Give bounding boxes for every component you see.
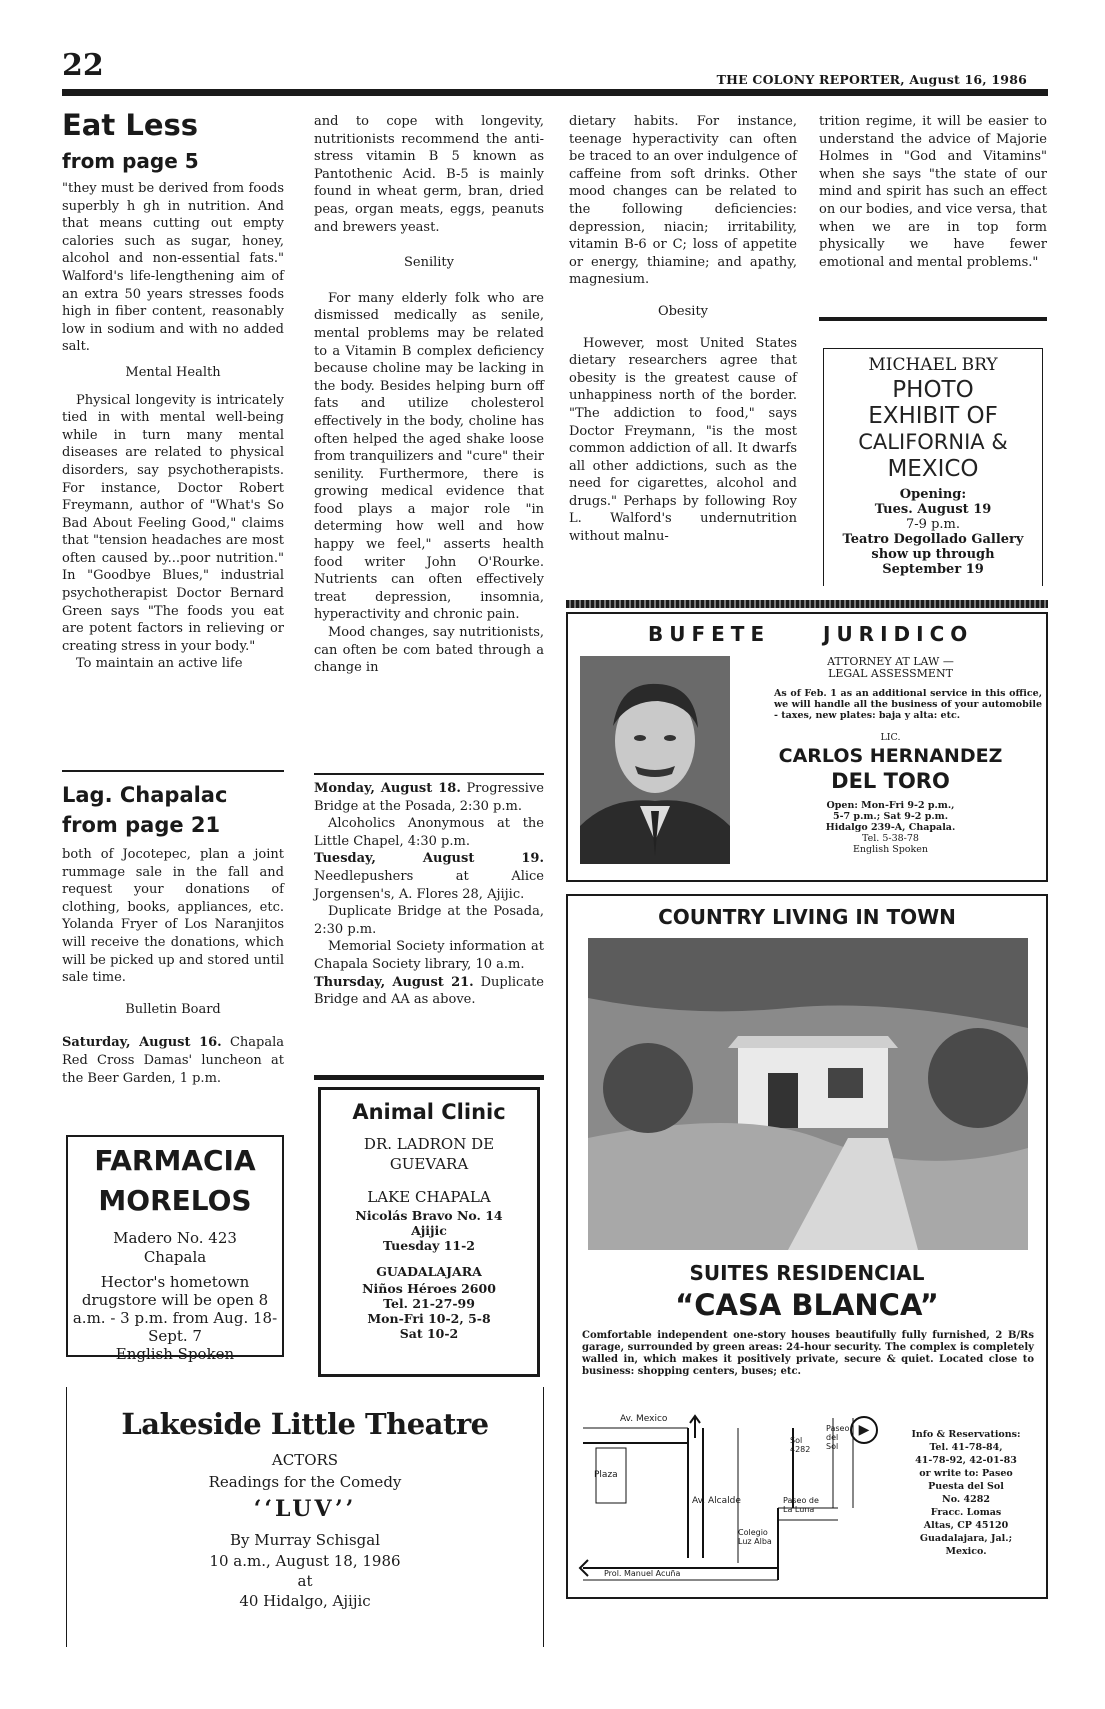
masthead: THE COLONY REPORTER, August 16, 1986 [716,72,1027,87]
clinic-hours: Tuesday 11-2 [383,1238,475,1253]
clinic-gdl: GUADALAJARA [376,1264,482,1279]
bulletin-text: Alcoholics Anonymous at the Little Chapel, 4:30 p.m. [314,816,544,849]
casa-desc: Comfortable independent one-story houses beautifully fully furnished, 2 B/Rs garage, surrounded by green areas: 24-hour security. The complex is completely walled in, which makes it positively private, secure & quiet. Located close to business: shopping centers, buses; etc. [582,1330,1034,1377]
continued-from-2: from page 21 [62,813,221,837]
clinic-doctor: DR. LADRON DE [363,1135,495,1153]
bufete-lang: English Spoken [852,844,929,855]
logo-icon: ▶ [850,1416,878,1444]
theatre-line: at [297,1572,313,1590]
casa-blanca-ad [566,894,1048,1599]
paragraph: Physical longevity is intricately tied in with mental well-being while in turn many mental diseases are related to physical disorders, say psychotherapists. For instance, Doctor Robert Freymann, author of "What's So Bad About Feeling Good," claims that "tension headaches are most often caused by...poor nutrition." In "Goodbye Blues," industrial psychotherapist Doctor Bernard Green says "The foods you eat are potent factors in relieving or creating stress in your body." [62,392,284,654]
theatre-play: ‘‘LUV’’ [253,1496,357,1522]
casa-write: or write to: Paseo [919,1468,1013,1479]
bufete-hours-2: 5-7 p.m.; Sat 9-2 p.m. [832,811,949,822]
bufete-name-2: DEL TORO [831,769,950,793]
casa-address: Guadalajara, Jal.; [919,1533,1013,1544]
paragraph: However, most United States dietary researchers agree that obesity is the greatest cause of unhappiness north of the border. "The addiction to food," says Doctor Freymann, "is the most common addiction of all. It dwarfs all other addictions, such as the need for cigarettes, alcohol and drugs." Perhaps by following Roy L. Walford's undernutrition without malnu- [569,335,797,545]
bufete-address: Hidalgo 239-A, Chapala. [825,822,956,833]
paragraph: and to cope with longevity, nutritionists recommend the anti-stress vitamin B 5 known as Pantothenic Acid. B-5 is mainly found in wheat germ, bran, dried peas, organ meats, eggs, peanuts and brewers yeast. [314,114,544,235]
bufete-desc: As of Feb. 1 as an additional service in this office, we will handle all the business of your automobile - taxes, new plates: baja y alta: etc. [774,688,1042,721]
column-4 [819,113,1047,271]
theatre-line: 40 Hidalgo, Ajijic [239,1592,371,1610]
divider [819,317,1047,321]
article-title: Eat Less [62,108,199,142]
paragraph: dietary habits. For instance, teenage hyperactivity can often be traced to an over indulgence of caffeine from soft drinks. Other mood changes can be related to the following deficiencies: depression, niacin; irritability, vitamin B-6 or C; loss of appetite or energy, thiamine; and apathy, magnesium. [569,114,797,288]
paragraph: "they must be derived from foods superbly h gh in nutrition. And that means cutting out empty calories such as sugar, honey, alcohol and non-essential fats." Walford's life-lengthening aim of an extra 50 years stresses foods high in fiber content, reasonably low in sodium and with no added salt. [62,181,284,355]
bufete-tel: Tel. 5-38-78 [862,833,919,844]
subheading: Senility [403,255,454,271]
paragraph: To maintain an active life [76,656,243,672]
paragraph: Mood changes, say nutritionists, can often be com bated through a change in [314,625,544,676]
house-photo [588,938,1028,1250]
exhibit-venue: Teatro Degollado Gallery [842,532,1024,547]
farmacia-title-2: MORELOS [98,1184,252,1217]
paragraph: both of Jocotepec, plan a joint rummage sale in the fall and request your donations of clothing, books, appliances, etc. Yolanda Fryer of Los Naranjitos will receive the donations, which will be picked up and stored until sale time. [62,847,284,986]
map-label: Paseo del Sol [826,1424,850,1451]
casa-suites: SUITES RESIDENCIAL [689,1261,925,1285]
divider [314,773,544,775]
subheading: Mental Health [125,364,221,380]
bufete-title: BUFETE [648,622,771,646]
casa-top: COUNTRY LIVING IN TOWN [658,905,956,929]
casa-address: Mexico. [945,1546,987,1557]
bufete-name: CARLOS HERNANDEZ [778,745,1003,767]
map-label: Paseo de La Luna [783,1496,819,1514]
theatre-ad [66,1387,544,1647]
house-icon [588,938,1028,1250]
top-rule [62,89,1048,96]
bufete-hours: Open: Mon-Fri 9-2 p.m., [826,800,955,811]
column-2 [314,113,544,677]
exhibit-show: show up through [871,547,995,562]
bulletin-date: Monday, August 18. [314,781,461,796]
exhibit-opening: Opening: [899,487,967,502]
divider [314,1075,544,1080]
bulletin-text: Duplicate Bridge at the Posada, 2:30 p.m. [314,904,544,937]
bulletin-text: Chapala Red Cross Damas' luncheon at the Beer Garden, 1 p.m. [62,1035,284,1086]
map-label: Colegio Luz Alba [738,1528,772,1546]
clinic-tel: Tel. 21-27-99 [383,1296,475,1311]
article-title-2: Lag. Chapalac [62,783,228,807]
bufete-lic: LIC. [880,732,901,743]
clinic-title: Animal Clinic [352,1100,506,1124]
paragraph: For many elderly folk who are dismissed medically as senile, mental problems may be related to a Vitamin B complex deficiency because choline may be lacking in the body. Besides helping burn off fats and utilize cholesterol effectively in the body, choline has often helped the aged shake loose from tranquilizers and "cure" their senility. Furthermore, there is growing medical evidence that food plays a major role "in determing how well and how happy we feel," asserts health food writer John O'Rourke. Nutrients can often effectively treat depression, insomnia, hyperactivity and chronic pain. [314,290,544,623]
column-1-lower [62,780,284,1087]
theatre-line: By Murray Schisgal [230,1531,380,1549]
lawyer-photo [580,656,730,864]
casa-contact [886,1428,1046,1558]
map-label: Prol. Manuel Acuña [604,1569,681,1578]
casa-address: Puesta del Sol [928,1481,1004,1492]
bulletin-text: Needlepushers at Alice Jorgensen's, A. Flores 28, Ajijic. [314,868,544,902]
clinic-sat: Sat 10-2 [399,1326,459,1341]
exhibit-line: EXHIBIT OF [868,403,998,429]
subheading: Obesity [657,303,709,319]
farmacia-desc: Hector's hometown drugstore will be open 8 a.m. - 3 p.m. from Aug. 18-Sept. 7 [72,1273,278,1345]
bulletin-date: Tuesday, August 19. [314,851,544,867]
divider [566,600,1048,608]
theatre-logo: Lakeside Little Theatre [121,1407,489,1441]
map-label: Av. Alcalde [692,1496,741,1506]
bulletin-text: Progressive Bridge at the Posada, 2:30 p.m. [314,781,544,814]
exhibit-line: CALIFORNIA & [858,430,1008,454]
theatre-line: ACTORS [271,1451,339,1469]
casa-tel: Tel. 41-78-84, [929,1442,1003,1453]
divider [62,770,284,772]
farmacia-lang: English Spoken [115,1345,235,1363]
clinic-address-2: Niños Héroes 2600 [362,1281,496,1296]
bulletin-text: Duplicate Bridge and AA as above. [314,974,544,1008]
subheading: Bulletin Board [125,1001,221,1017]
clinic-address: Nicolás Bravo No. 14 [355,1208,503,1223]
map-label: Sol 4282 [790,1436,811,1454]
exhibit-time: 7-9 p.m. [906,517,960,532]
page-number: 22 [62,48,104,83]
continued-from: from page 5 [62,149,199,173]
clinic-hours-2: Mon-Fri 10-2, 5-8 [367,1311,491,1326]
photo-exhibit-ad [823,348,1043,586]
clinic-lake: LAKE CHAPALA [367,1188,491,1206]
bulletin-board [314,780,544,1009]
bufete-line: LEGAL ASSESSMENT [828,667,953,680]
casa-name: “CASA BLANCA” [675,1288,939,1322]
farmacia-ad [66,1135,284,1363]
theatre-line: Readings for the Comedy [208,1473,402,1491]
bulletin-text: Memorial Society information at Chapala Society library, 10 a.m. [314,939,544,972]
casa-address: Fracc. Lomas [930,1507,1002,1518]
exhibit-line: PHOTO [892,377,974,403]
bulletin-date: Thursday, August 21. [314,974,474,990]
exhibit-line: MEXICO [887,456,979,482]
casa-tel-2: 41-78-92, 42-01-83 [915,1455,1017,1466]
farmacia-city: Chapala [143,1248,207,1266]
portrait-icon [580,656,730,864]
theatre-line: 10 a.m., August 18, 1986 [209,1552,401,1570]
clinic-doctor-2: GUEVARA [389,1155,469,1173]
exhibit-until: September 19 [882,562,984,577]
bufete-juridico-ad [566,612,1048,882]
column-1 [62,108,284,673]
column-3 [569,113,797,546]
casa-info: Info & Reservations: [911,1429,1021,1440]
animal-clinic-ad [318,1087,540,1377]
exhibit-date: Tues. August 19 [874,502,992,517]
paragraph: trition regime, it will be easier to understand the advice of Majorie Holmes in "God and Vitamins" when she says "the state of our mind and spirit has such an effect on our bodies, and vice versa, that when we are in top form physically we have fewer emotional and mental problems." [819,114,1047,270]
farmacia-address: Madero No. 423 [113,1229,237,1247]
farmacia-title: FARMACIA [94,1144,256,1177]
clinic-town: Ajijic [411,1223,447,1238]
exhibit-artist: MICHAEL BRY [868,355,998,375]
bufete-title-2: JURIDICO [823,622,974,646]
bufete-line: ATTORNEY AT LAW — [827,655,954,668]
casa-address: Altas, CP 45120 [923,1520,1009,1531]
bulletin-date: Saturday, August 16. [62,1035,222,1051]
casa-address: No. 4282 [942,1494,990,1505]
map-label: Av. Mexico [620,1414,668,1424]
map-label: Plaza [594,1470,618,1480]
